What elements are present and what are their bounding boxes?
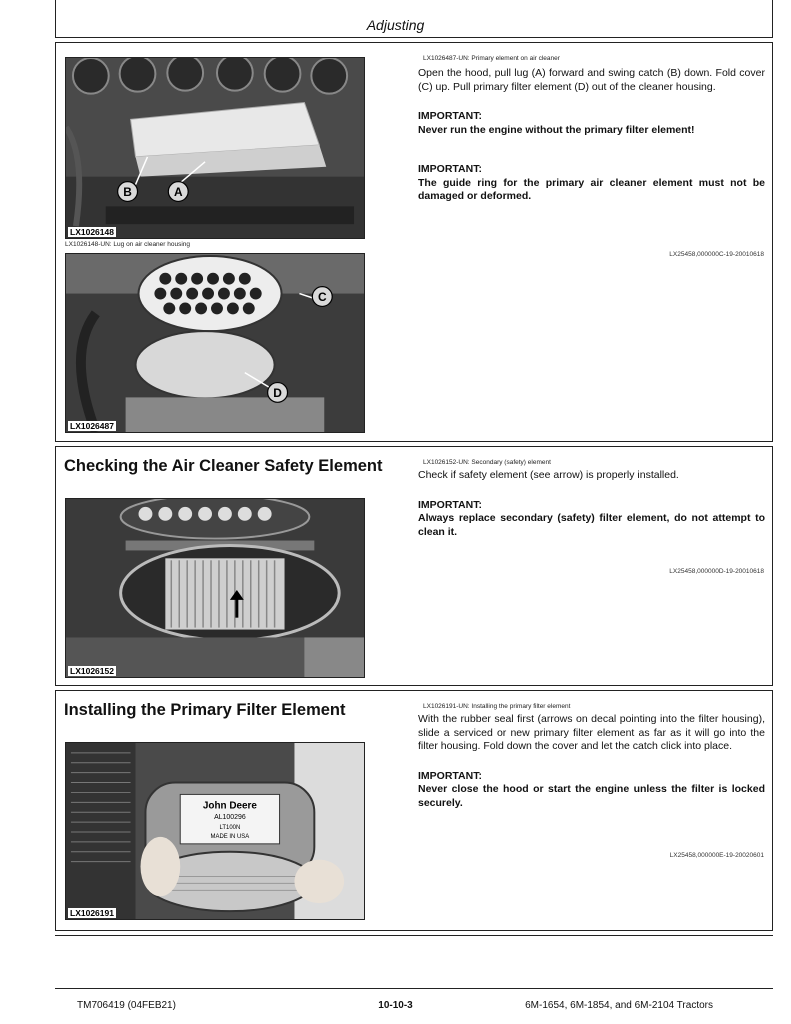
footer-rule-top (55, 935, 773, 936)
callout-d: D (273, 385, 282, 400)
figure-id: LX1026152 (70, 666, 114, 676)
section-title: Checking the Air Cleaner Safety Element (64, 457, 383, 475)
section-checking-safety-element (55, 446, 773, 686)
instruction-text (418, 469, 765, 539)
important-label: IMPORTANT: (418, 769, 482, 782)
important-label: IMPORTANT: (418, 498, 482, 511)
reference-code: LX25458,000000E-19-20020601 (669, 852, 764, 859)
body-text: Open the hood, pull lug (A) forward and swing catch (B) down. Fold cover (C) up. Pull primary filter element (D) out of the cleaner housing. (418, 67, 765, 93)
footer-models: 6M-1654, 6M-1854, and 6M-2104 Tractors (525, 1000, 713, 1011)
instruction-text (418, 713, 765, 810)
body-text: With the rubber seal first (arrows on decal pointing into the filter housing), slide a serviced or new primary filter element as far as it will go into the filter housing. Fold down the cover and let the catch click into place. (418, 713, 765, 752)
photo-secondary-element (65, 498, 365, 678)
figure-id: LX1026191 (70, 908, 114, 918)
instruction-text (418, 67, 765, 204)
callout-b: B (123, 184, 132, 199)
body-text: Check if safety element (see arrow) is properly installed. (418, 469, 679, 481)
page-number: 10-10-3 (378, 1000, 413, 1011)
figure-caption-top: LX1026487-UN: Primary element on air cleaner (423, 55, 560, 62)
section-primary-element-removal (55, 42, 773, 442)
important-label: IMPORTANT: (418, 110, 482, 122)
callout-c: C (317, 289, 327, 304)
section-title: Installing the Primary Filter Element (64, 701, 346, 719)
figure-caption-top: LX1026191-UN: Installing the primary filter element (423, 703, 571, 710)
figure-caption-top: LX1026152-UN: Secondary (safety) element (423, 459, 551, 466)
photo-lug-on-air-cleaner (65, 57, 365, 239)
reference-code: LX25458,000000C-19-20010618 (669, 251, 764, 258)
important-label: IMPORTANT: (418, 163, 482, 175)
footer-rule (55, 988, 773, 989)
photo-primary-element (65, 253, 365, 433)
decal-brand: John Deere (202, 800, 257, 812)
important-text: Always replace secondary (safety) filter element, do not attempt to clean it. (418, 512, 765, 538)
important-text: Never run the engine without the primary filter element! (418, 123, 695, 136)
figure-id: LX1026148 (70, 227, 114, 237)
important-text: The guide ring for the primary air cleaner element must not be damaged or deformed. (418, 176, 765, 202)
figure-caption: LX1026148-UN: Lug on air cleaner housing (65, 241, 191, 248)
decal-code: LT100N (219, 825, 241, 832)
reference-code: LX25458,000000D-19-20010618 (669, 568, 764, 575)
figure-id: LX1026487 (70, 421, 114, 431)
section-installing-primary-filter (55, 690, 773, 931)
important-text: Never close the hood or start the engine unless the filter is locked securely. (418, 783, 765, 809)
decal-origin: MADE IN USA (210, 833, 250, 840)
photo-installing-filter (65, 742, 365, 920)
footer-doc-id: TM706419 (04FEB21) (77, 1000, 176, 1011)
page-header: Adjusting (366, 17, 425, 33)
callout-a: A (173, 184, 183, 199)
decal-part-number: AL100296 (214, 814, 246, 822)
